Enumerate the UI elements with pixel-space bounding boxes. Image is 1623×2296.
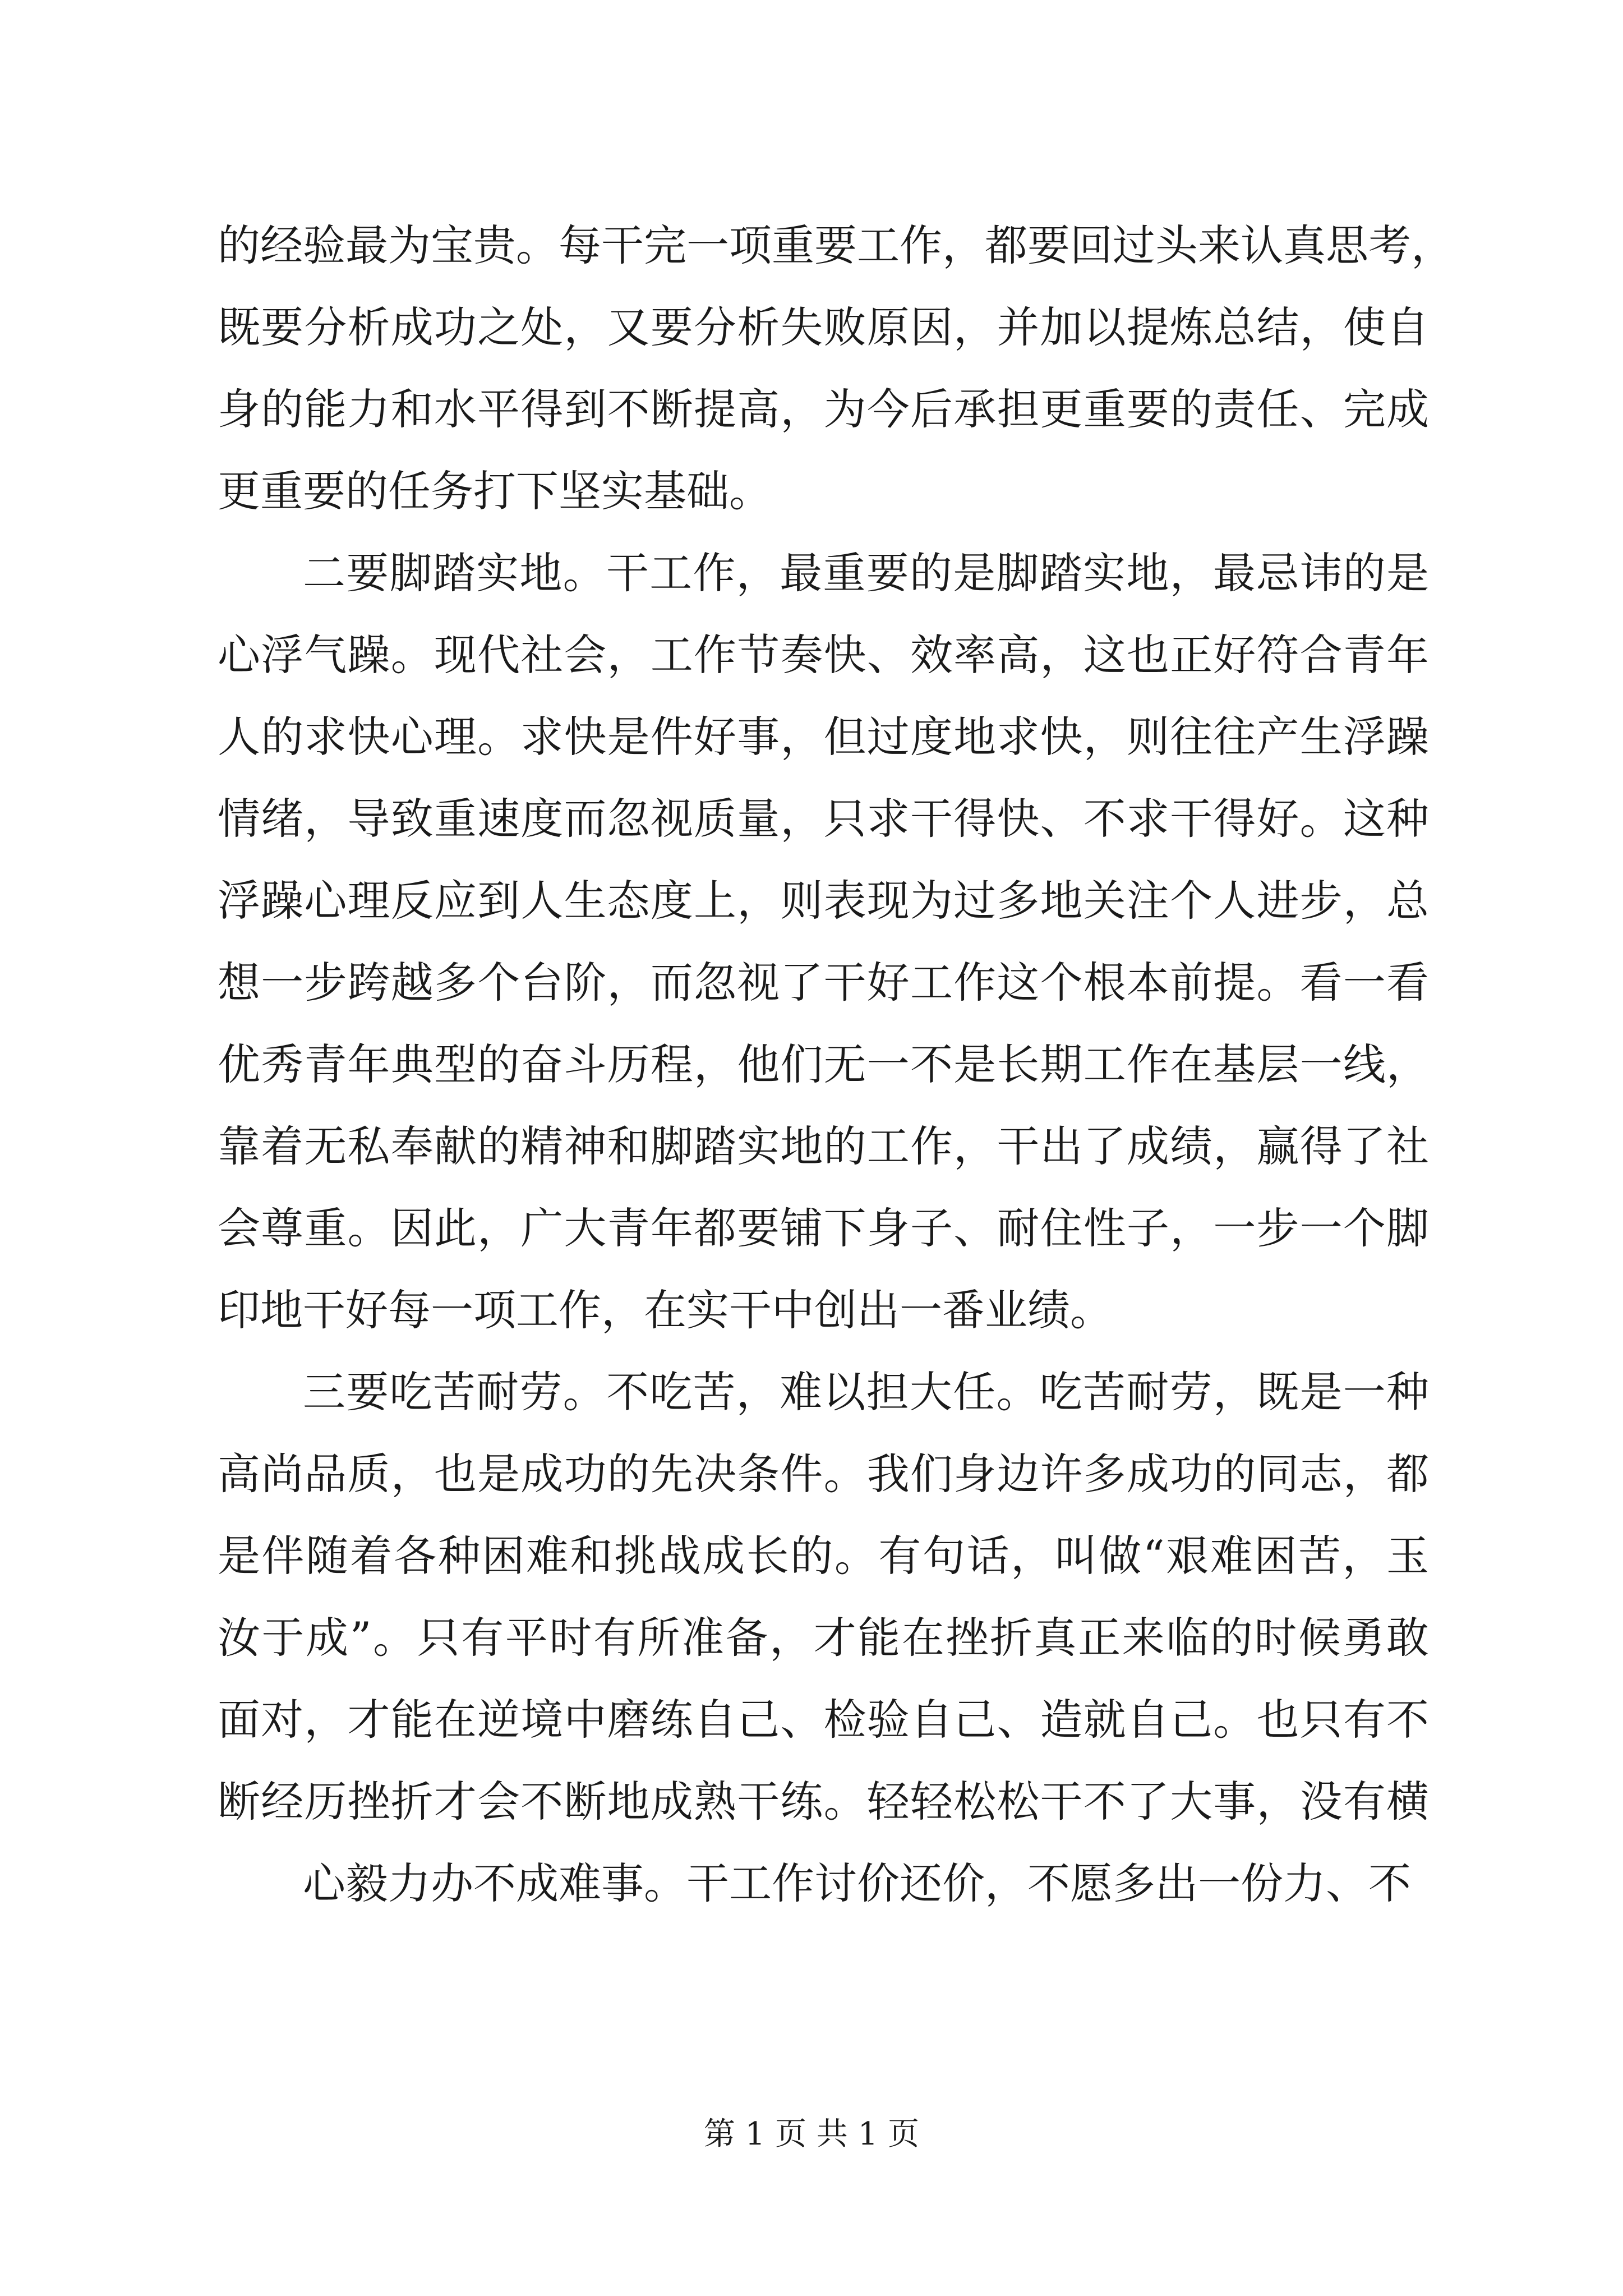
text-line: 是伴随着各种困难和挑战成长的。有句话，叫做“艰难困苦，玉 bbox=[218, 1531, 1429, 1581]
text-line: 三要吃苦耐劳。不吃苦，难以担大任。吃苦耐劳，既是一种 bbox=[303, 1367, 1429, 1417]
text-line: 人的求快心理。求快是件好事，但过度地求快，则往往产生浮躁 bbox=[218, 712, 1429, 762]
page-footer: 第 1 页 共 1 页 bbox=[703, 2116, 920, 2152]
text-line: 更重要的任务打下坚实基础。 bbox=[218, 466, 772, 516]
text-line: 印地干好每一项工作，在实干中创出一番业绩。 bbox=[218, 1285, 1113, 1335]
text-line: 靠着无私奉献的精神和脚踏实地的工作，干出了成绩，赢得了社 bbox=[218, 1121, 1429, 1171]
body-text bbox=[218, 205, 1454, 1925]
text-line: 断经历挫折才会不断地成熟干练。轻轻松松干不了大事，没有横 bbox=[218, 1777, 1429, 1826]
text-line: 会尊重。因此，广大青年都要铺下身子、耐住性子，一步一个脚 bbox=[218, 1203, 1429, 1253]
text-line: 面对，才能在逆境中磨练自己、检验自己、造就自己。也只有不 bbox=[218, 1695, 1429, 1745]
text-line: 二要脚踏实地。干工作，最重要的是脚踏实地，最忌讳的是 bbox=[303, 548, 1429, 598]
text-line: 身的能力和水平得到不断提高，为今后承担更重要的责任、完成 bbox=[218, 384, 1429, 434]
text-line: 心毅力办不成难事。干工作讨价还价，不愿多出一份力、不 bbox=[303, 1858, 1411, 1908]
text-line: 汝于成”。只有平时有所准备，才能在挫折真正来临的时候勇敢 bbox=[218, 1613, 1429, 1663]
text-line: 心浮气躁。现代社会，工作节奏快、效率高，这也正好符合青年 bbox=[218, 630, 1429, 680]
text-line: 的经验最为宝贵。每干完一项重要工作，都要回过头来认真思考， bbox=[218, 220, 1454, 270]
text-line: 既要分析成功之处，又要分析失败原因，并加以提炼总结，使自 bbox=[218, 302, 1429, 352]
text-line: 高尚品质，也是成功的先决条件。我们身边许多成功的同志，都 bbox=[218, 1449, 1429, 1499]
text-line: 想一步跨越多个台阶，而忽视了干好工作这个根本前提。看一看 bbox=[218, 958, 1429, 1007]
text-line: 浮躁心理反应到人生态度上，则表现为过多地关注个人进步，总 bbox=[218, 876, 1429, 926]
text-line: 优秀青年典型的奋斗历程，他们无一不是长期工作在基层一线， bbox=[218, 1039, 1429, 1089]
text-line: 情绪，导致重速度而忽视质量，只求干得快、不求干得好。这种 bbox=[218, 794, 1429, 844]
